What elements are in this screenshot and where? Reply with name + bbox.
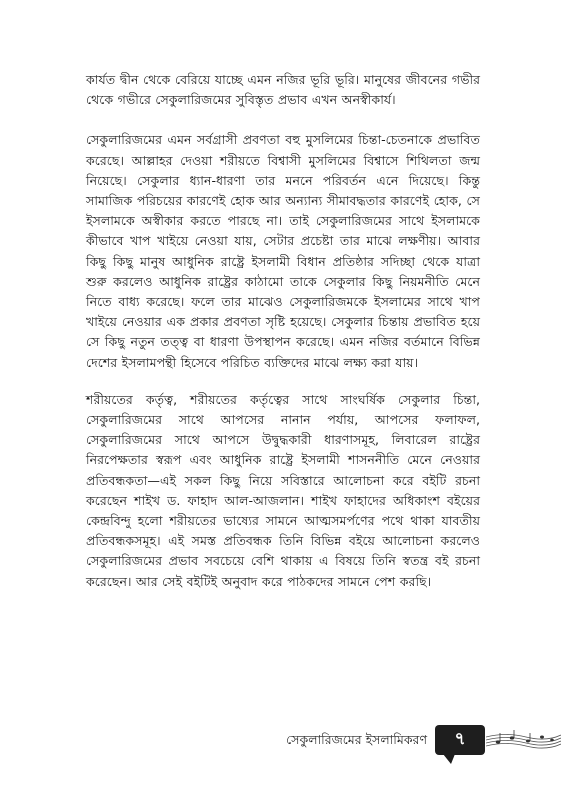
paragraph-2: সেকুলারিজমের এমন সর্বগ্রাসী প্রবণতা বহু মুসলিমের চিন্তা-চেতনাকে প্রভাবিত করেছে। আল্লাহর দেওয়া শরীয়তে বিশ্বাসী মুসলিমের বিশ্বাসে শিথিলতা জন্ম নিয়েছে। সেকুলার ধ্যান-ধারণা তার মননে পরিবর্তন এনে দিয়েছে। কিন্তু সামাজিক পরিচয়ের কারণেই হোক আর অন্যান্য সীমাবদ্ধতার কারণেই হোক, সে ইসলামকে অস্বীকার করতে পারছে না। তাই সেকুলারিজমের সাথে ইসলামকে কীভাবে খাপ খাইয়ে নেওয়া যায়, সেটার প্রচেষ্টা তার মাঝে লক্ষণীয়। আবার কিছু কিছু মানুষ আধুনিক রাষ্ট্রে ইসলামী বিধান প্রতিষ্ঠার সদিচ্ছা থেকে যাত্রা শুরু করলেও আধুনিক রাষ্ট্রের কাঠামো তাকে সেকুলার কিছু নিয়মনীতি মেনে নিতে বাধ্য করেছে। ফলে তার মাঝেও সেকুলারিজমকে ইসলামের সাথে খাপ খাইয়ে নেওয়ার এক প্রকার প্রবণতা সৃষ্টি হয়েছে। সেকুলার চিন্তায় প্রভাবিত হয়ে সে কিছু নতুন তত্ত্ব বা ধারণা উপস্থাপন করেছে। এমন নজির বর্তমানে বিভিন্ন দেশের ইসলামপন্থী হিসেবে পরিচিত ব্যক্তিদের মাঝে লক্ষ্য করা যায়। <box>86 132 480 370</box>
page-number-badge <box>435 725 485 755</box>
running-title: সেকুলারিজমের ইসলামিকরণ <box>286 732 427 747</box>
paragraph-1: কার্যত দ্বীন থেকে বেরিয়ে যাচ্ছে এমন নজির ভূরি ভূরি। মানুষের জীবনের গভীর থেকে গভীরে সেকুলারিজমের সুবিস্তৃত প্রভাব এখন অনস্বীকার্য। <box>86 72 480 108</box>
paragraph-3: শরীয়তের কর্তৃত্ব, শরীয়তের কর্তৃত্বের সাথে সাংঘর্ষিক সেকুলার চিন্তা, সেকুলারিজমের সাথে আপসের নানান পর্যায়, আপসের ফলাফল, সেকুলারিজমের সাথে আপসে উদ্বুদ্ধকারী ধারণাসমূহ, লিবারেল রাষ্ট্রের নিরপেক্ষতার স্বরূপ এবং আধুনিক রাষ্ট্রে ইসলামী শাসননীতি মেনে নেওয়ার প্রতিবন্ধকতা—এই সকল কিছু নিয়ে সবিস্তারে আলোচনা করে বইটি রচনা করেছেন শাইখ ড. ফাহাদ আল-আজলান। শাইখ ফাহাদের অধিকাংশ বইয়ের কেন্দ্রবিন্দু হলো শরীয়তের ভাষ্যের সামনে আত্মসমর্পণের পথে থাকা যাবতীয় প্রতিবন্ধকসমূহ। এই সমস্ত প্রতিবন্ধক তিনি বিভিন্ন বইয়ে আলোচনা করলেও সেকুলারিজমের প্রভাব সবচেয়ে বেশি থাকায় এ বিষয়ে তিনি স্বতন্ত্র বই রচনা করেছেন। আর সেই বইটিই অনুবাদ করে পাঠকদের সামনে পেশ করছি। <box>86 391 480 589</box>
music-staff-ornament-icon <box>486 729 561 751</box>
page-number: ৭ <box>454 729 466 749</box>
page-body <box>86 70 480 592</box>
page-footer <box>0 715 561 765</box>
